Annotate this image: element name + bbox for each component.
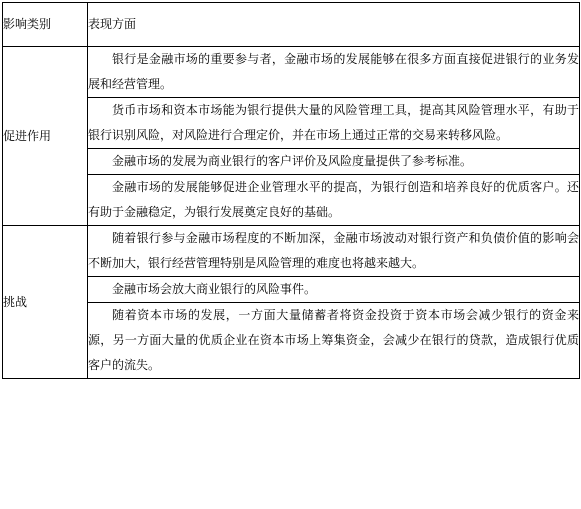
table-row (3, 303, 580, 379)
category-challenge: 挑战 (3, 226, 88, 379)
table-row (3, 277, 580, 303)
header-aspect: 表现方面 (88, 3, 580, 47)
aspect-text: 银行是金融市场的重要参与者，金融市场的发展能够在很多方面直接促进银行的业务发展和经营管理。 (88, 52, 579, 91)
aspect-cell (88, 277, 580, 303)
aspect-cell (88, 98, 580, 149)
aspect-text: 金融市场的发展为商业银行的客户评价及风险度量提供了参考标准。 (112, 154, 473, 168)
table-row (3, 98, 580, 149)
aspect-cell (88, 47, 580, 98)
aspect-text: 金融市场的发展能够促进企业管理水平的提高，为银行创造和培养良好的优质客户。还有助于金融稳定，为银行发展奠定良好的基础。 (88, 180, 579, 219)
aspect-text: 金融市场会放大商业银行的风险事件。 (112, 282, 317, 296)
table-row (3, 175, 580, 226)
table-row (3, 47, 580, 98)
category-promotion: 促进作用 (3, 47, 88, 226)
aspect-cell (88, 226, 580, 277)
table-row (3, 226, 580, 277)
aspect-cell (88, 149, 580, 175)
aspect-text: 货币市场和资本市场能为银行提供大量的风险管理工具，提高其风险管理水平，有助于银行识别风险，对风险进行合理定价，并在市场上通过正常的交易来转移风险。 (88, 103, 579, 142)
header-category: 影响类别 (3, 3, 88, 47)
aspect-cell (88, 175, 580, 226)
aspect-text: 随着银行参与金融市场程度的不断加深，金融市场波动对银行资产和负债价值的影响会不断加大，银行经营管理特别是风险管理的难度也将越来越大。 (88, 231, 579, 270)
aspect-cell (88, 303, 580, 379)
influence-table (2, 2, 580, 379)
table-row (3, 149, 580, 175)
aspect-text: 随着资本市场的发展，一方面大量储蓄者将资金投资于资本市场会减少银行的资金来源，另一方面大量的优质企业在资本市场上筹集资金，会减少在银行的贷款，造成银行优质客户的流失。 (88, 308, 579, 372)
header-row (3, 3, 580, 47)
